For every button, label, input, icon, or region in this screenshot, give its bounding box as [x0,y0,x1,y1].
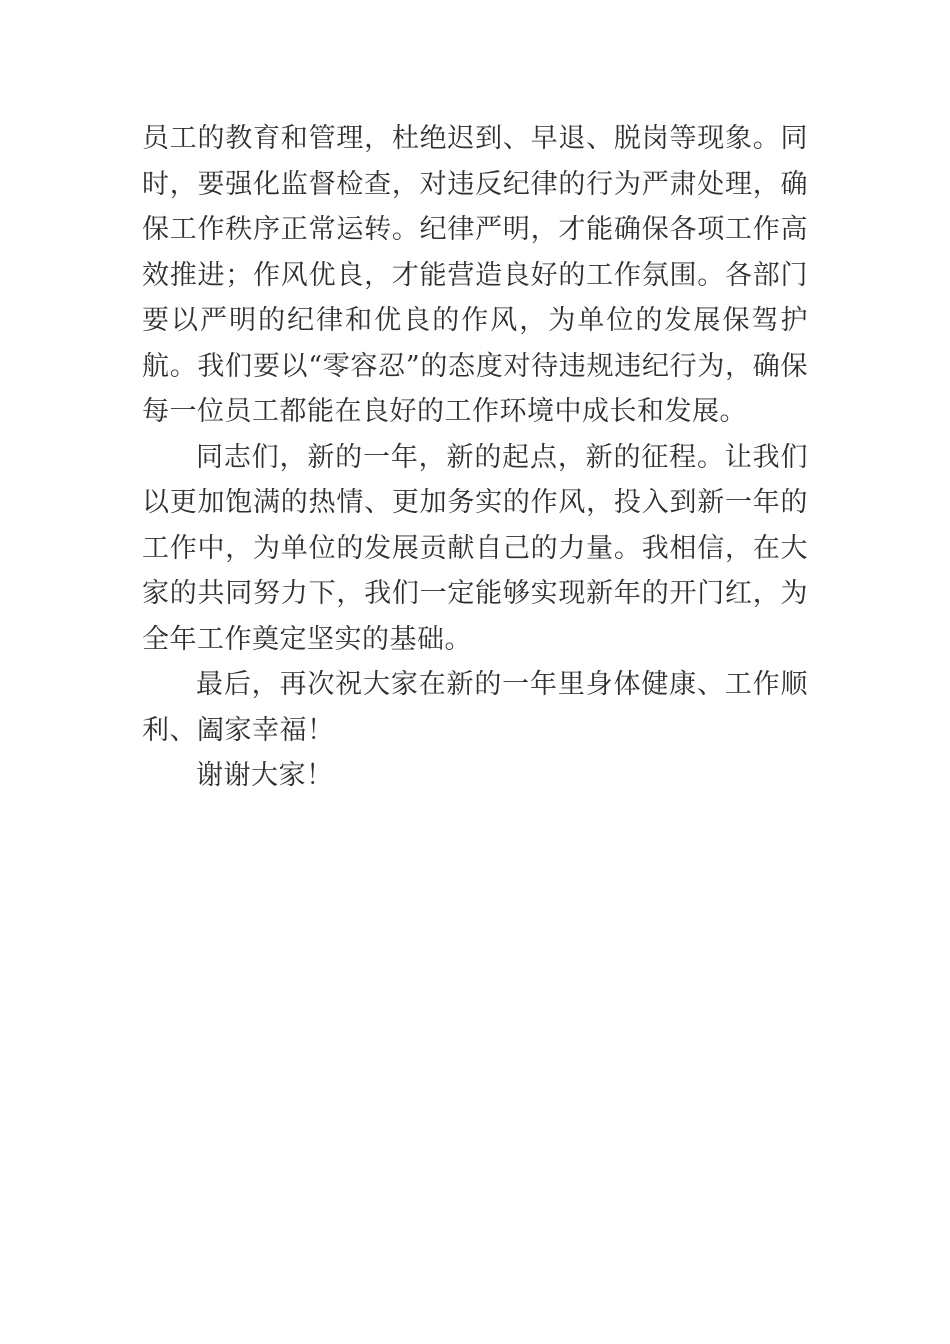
document-body-text [142,116,808,799]
paragraph-discipline-continuation: 员工的教育和管理，杜绝迟到、早退、脱岗等现象。同时，要强化监督检查，对违反纪律的行为严肃处理，确保工作秩序正常运转。纪律严明，才能确保各项工作高效推进；作风优良，才能营造良好的工作氛围。各部门要以严明的纪律和优良的作风，为单位的发展保驾护航。我们要以“零容忍”的态度对待违规违纪行为，确保每一位员工都能在良好的工作环境中成长和发展。 [142,123,808,427]
paragraph-closing-wishes: 最后，再次祝大家在新的一年里身体健康、工作顺利、阖家幸福！ [142,669,808,746]
paragraph-thanks: 谢谢大家！ [196,760,334,791]
paragraph-new-year-appeal: 同志们，新的一年，新的起点，新的征程。让我们以更加饱满的热情、更加务实的作风，投入到新一年的工作中，为单位的发展贡献自己的力量。我相信，在大家的共同努力下，我们一定能够实现新年的开门红，为全年工作奠定坚实的基础。 [142,441,808,655]
